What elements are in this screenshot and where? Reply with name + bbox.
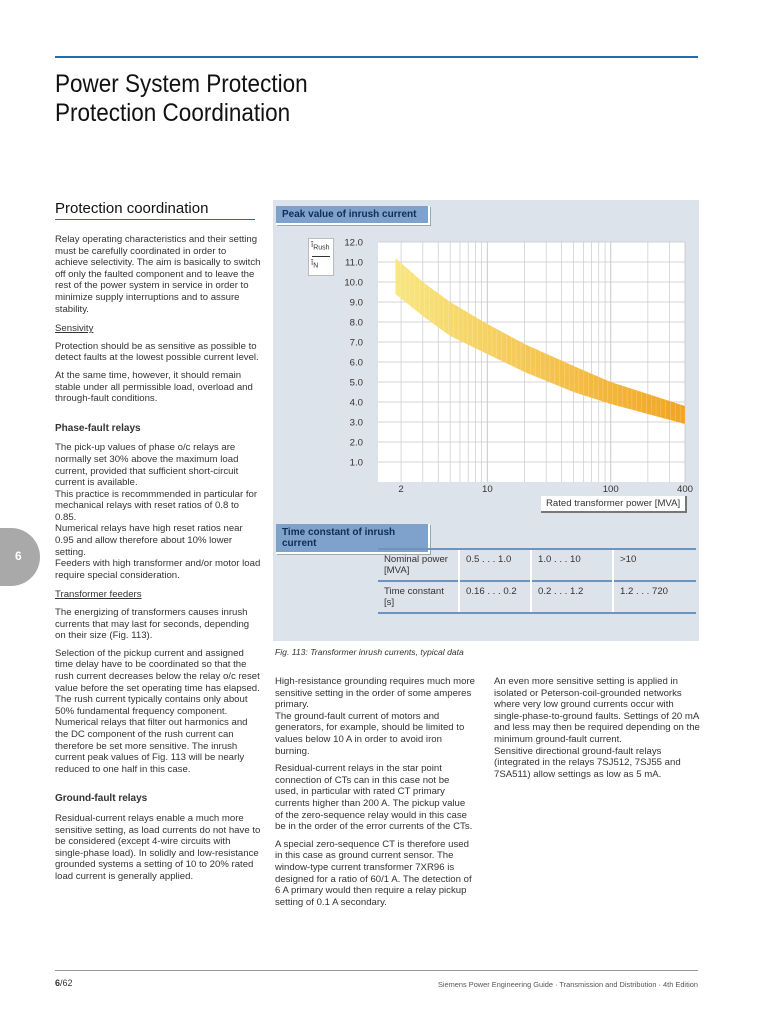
section-title: Protection coordination xyxy=(55,200,209,217)
phase-paragraph-3: Numerical relays have high reset ratios near 0.95 and allow therefore about 10% lower setting. xyxy=(55,523,243,558)
figure-caption: Fig. 113: Transformer inrush currents, typical data xyxy=(275,647,464,657)
x-tick-labels xyxy=(398,484,693,495)
y-tick-label: 10.0 xyxy=(344,277,363,289)
time-constant-label: Time constant of inrush current xyxy=(276,524,430,554)
x-axis-label: Rated transformer power [MVA] xyxy=(541,496,687,513)
x-tick-label: 400 xyxy=(676,484,694,495)
y-tick-label: 3.0 xyxy=(349,417,363,429)
y-tick-label: 7.0 xyxy=(349,337,363,349)
transformer-paragraph-1: The energizing of transformers causes inrush currents that may last for seconds, depending on their size (Fig. 113). xyxy=(55,607,250,642)
page-number xyxy=(55,978,73,988)
column-1 xyxy=(55,234,261,889)
ratio-top-sub: Rush xyxy=(313,244,330,252)
y-tick-label: 12.0 xyxy=(344,237,363,249)
peak-inrush-label: Peak value of inrush current xyxy=(276,206,430,225)
time-constant-table xyxy=(378,548,696,614)
title-line-1: Power System Protection xyxy=(55,70,308,98)
chapter-number: 6 xyxy=(15,549,22,563)
footer-rule xyxy=(55,970,698,971)
ratio-bottom-sub: N xyxy=(313,262,319,270)
table-row xyxy=(378,549,696,581)
page-title xyxy=(55,70,308,128)
sensivity-heading: Sensivity xyxy=(55,323,94,335)
y-tick-label: 2.0 xyxy=(349,437,363,449)
col3-paragraph-2: Sensitive directional ground-fault relays (integrated in the relays 7SJ512, 7SJ55 and 7SA511) allow settings as low as 5 mA. xyxy=(494,745,681,780)
column-3 xyxy=(494,676,700,786)
phase-paragraph-1: The pick-up values of phase o/c relays are normally set 30% above the maximum load current, provided that sufficient short-circuit current is available. xyxy=(55,442,239,489)
y-tick-label: 8.0 xyxy=(349,317,363,329)
col3-paragraph-1: An even more sensitive setting is applied in isolated or Peterson-coil-grounded networks where very low ground currents occur with single-phase-to-ground faults. Settings of 20 mA and less may then be required depending on the minimum ground-fault current. xyxy=(494,676,700,745)
chapter-tab xyxy=(0,528,40,586)
table-row xyxy=(378,581,696,613)
col2-paragraph-3: Residual-current relays in the star point connection of CTs can in this case not be used, in particular with rated CT primary currents higher than 200 A. The pickup value of the zero-sequence relay would in this case be in the order of the error currents of the CTs. xyxy=(275,763,473,833)
inrush-chart xyxy=(273,200,699,520)
phase-paragraph-2: This practice is recommmended in particular for mechanical relays with reset ratios of 0.8 to 0.85. xyxy=(55,488,258,523)
y-tick-label: 4.0 xyxy=(349,397,363,409)
transformer-paragraph-3: The rush current typically contains only about 50% fundamental frequency component. xyxy=(55,694,248,717)
ground-paragraph-1: Residual-current relays enable a much more sensitive setting, as load currents do not have to be considered (except 4-wire circuits with single-phase load). In solidly and low-resistance grounded systems a setting of 10 to 20% rated load current is generally applied. xyxy=(55,812,261,882)
transformer-heading: Transformer feeders xyxy=(55,589,142,601)
col2-paragraph-2: The ground-fault current of motors and generators, for example, should be limited to values below 10 A in order to avoid iron burning. xyxy=(275,710,465,757)
sensivity-paragraph-2: At the same time, however, it should remain stable under all permissible load, overload and through-fault conditions. xyxy=(55,369,253,405)
col2-paragraph-4: A special zero-sequence CT is therefore used in this case as ground current sensor. The window-type current transformer 7XR96 is designed for a ratio of 60/1 A. The detection of 6 A primary would then require a relay pickup setting of 0.1 A secondary. xyxy=(275,838,472,908)
title-line-2: Protection Coordination xyxy=(55,99,291,127)
col2-paragraph-1: High-resistance grounding requires much more sensitive setting in the order of some amperes primary. xyxy=(275,676,475,711)
ground-fault-heading: Ground-fault relays xyxy=(55,793,148,805)
y-tick-label: 1.0 xyxy=(349,457,363,469)
y-tick-label: 11.0 xyxy=(345,257,363,269)
footer-publication: Siemens Power Engineering Guide · Transmission and Distribution · 4th Edition xyxy=(437,980,698,989)
table-cell: Nominal power [MVA] xyxy=(378,549,459,581)
transformer-paragraph-2: Selection of the pickup current and assigned time delay have to be coordinated so that the rush current decreases below the relay o/c reset value before the set operating time has elapsed. xyxy=(55,647,260,694)
ratio-bottom: î xyxy=(311,258,314,267)
ratio-top: î xyxy=(311,240,314,249)
table-cell: 1.0 . . . 10 xyxy=(531,549,613,581)
intro-paragraph: Relay operating characteristics and their setting must be carefully coordinated in order to achieve selectivity. The aim is basically to switch off only the faulted component and to leave the rest of the power system in service in order to minimize supply interruptions and to assure stability. xyxy=(55,234,261,315)
x-tick-label: 2 xyxy=(398,484,404,495)
header-rule xyxy=(55,56,698,58)
y-tick-label: 5.0 xyxy=(349,377,363,389)
column-2 xyxy=(275,676,475,914)
y-tick-labels xyxy=(344,238,363,469)
table-cell: 0.16 . . . 0.2 xyxy=(459,581,531,613)
y-tick-label: 6.0 xyxy=(349,357,363,369)
table-cell: >10 xyxy=(613,549,696,581)
y-tick-label: 9.0 xyxy=(349,297,363,309)
table-cell: 0.2 . . . 1.2 xyxy=(531,581,613,613)
table-cell: 0.5 . . . 1.0 xyxy=(459,549,531,581)
section-rule xyxy=(55,219,255,220)
transformer-paragraph-4: Numerical relays that filter out harmonics and the DC component of the rush current can therefore be set more sensitive. The inrush current peak values of Fig. 113 will be nearly reduced to one half in this case. xyxy=(55,717,248,775)
page-num: /62 xyxy=(60,978,73,988)
x-tick-label: 10 xyxy=(481,484,493,495)
x-tick-label: 100 xyxy=(602,484,619,495)
table-cell: 1.2 . . . 720 xyxy=(613,581,696,613)
table-cell: Time constant [s] xyxy=(378,581,459,613)
phase-fault-heading: Phase-fault relays xyxy=(55,422,141,434)
page-chapter: 6 xyxy=(55,978,61,988)
sensivity-paragraph-1: Protection should be as sensitive as possible to detect faults at the lowest possible current level. xyxy=(55,340,259,364)
phase-paragraph-4: Feeders with high transformer and/or motor load require special consideration. xyxy=(55,558,261,581)
